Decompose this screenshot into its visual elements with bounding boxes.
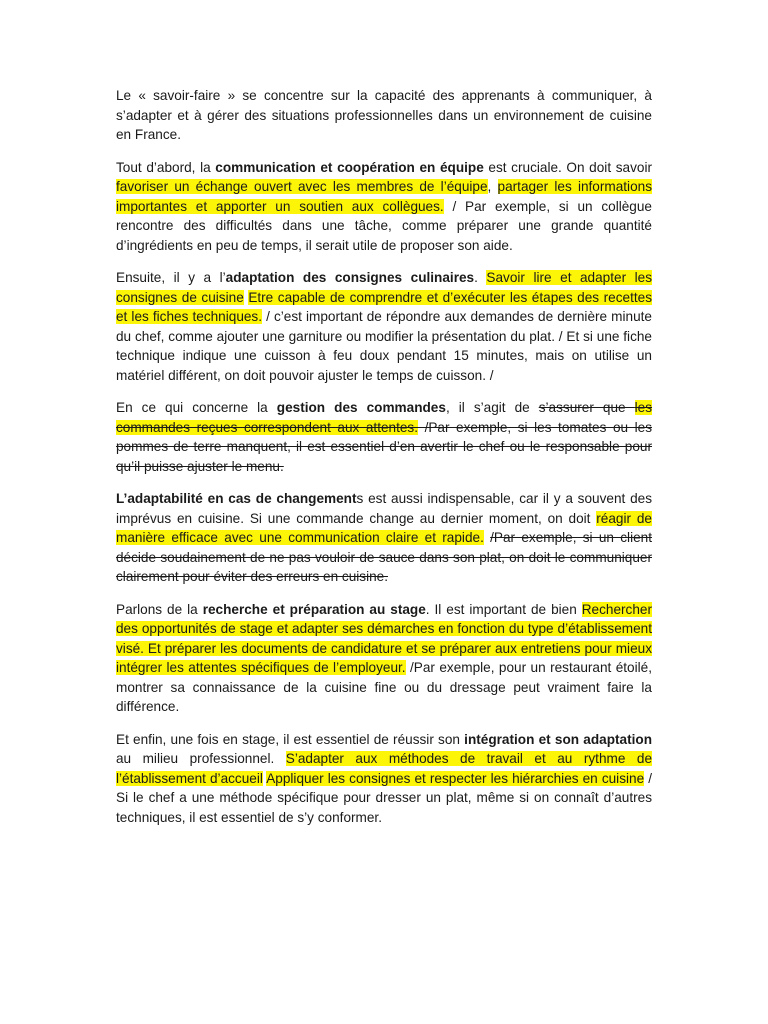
text-segment: Tout d’abord, la [116,159,216,175]
text-segment: Et enfin, une fois en stage, il est essentiel de réussir son [116,731,465,747]
highlighted-text: S’adapter aux méthodes de travail et au rythme de l’établissement d’accueil [116,751,653,786]
text-segment: Ensuite, il y a l’ [116,270,226,285]
bold-term: gestion des commandes [276,400,446,415]
paragraph-intro [116,86,652,145]
struck-text: s’assurer que [538,400,635,415]
text-segment: / Par exemple, si un collègue rencontre des difficultés dans une tâche, comme préparer une grande quantité d’ingrédients en peu de temps, il serait utile de proposer son aide. [116,198,652,253]
text-segment: / c’est important de répondre aux demandes de dernière minute du chef, comme ajouter une garniture ou modifier la présentation du plat. / Et si une fiche technique indique une cuisson à feu doux pendant 15 minutes, mais on utilise un matériel différent, on doit pouvoir ajuster le temps de cuisson. / [116,309,652,383]
highlighted-text: Appliquer les consignes et respecter les hiérarchies en cuisine [266,770,645,786]
paragraph-gestion-commandes [116,398,652,476]
highlighted-text: Rechercher des opportunités de stage et adapter ses démarches en fonction du type d’établissement visé. Et préparer les documents de candidature et se préparer aux entretiens pour mieux intégrer les attentes spécifiques de l’employeur. [116,601,652,675]
highlighted-text: Savoir lire et adapter les consignes de cuisine [116,270,653,305]
paragraph-adaptation-consignes [116,268,652,385]
bold-term: communication et coopération en équipe [215,159,484,175]
struck-text: /Par exemple, si les tomates ou les pommes de terre manquent, il est essentiel d’en avertir le chef ou le responsable pour qu’il puisse ajuster le menu. [116,419,652,474]
highlighted-text: Etre capable de comprendre et d’exécuter les étapes des recettes et les fiches techniques. [116,289,652,324]
text-segment: , [487,179,498,194]
text-segment: / Si le chef a une méthode spécifique pour dresser un plat, même si on connaît d’autres techniques, il est essentiel de s’y conformer. [116,770,652,825]
paragraph-communication [116,158,652,256]
paragraph-integration [116,730,652,828]
text-segment: au milieu professionnel. [116,751,286,766]
bold-term: intégration et son adaptation [464,731,652,747]
text-segment: Le « savoir-faire » se concentre sur la capacité des apprenants à communiquer, à s’adapter et à gérer des situations professionnelles dans un environnement de cuisine en France. [116,88,652,142]
text-segment: /Par exemple, pour un restaurant étoilé, montrer sa connaissance de la cuisine fine ou du dressage peut vraiment faire la différence. [116,660,652,714]
paragraph-adaptabilite [116,489,652,587]
highlighted-text: favoriser un échange ouvert avec les membres de l’équipe [116,179,488,194]
text-segment: est cruciale. On doit savoir [483,159,652,175]
text-segment: . Il est important de bien [425,601,582,617]
bold-term: adaptation des consignes culinaires [225,270,475,285]
document-page [116,86,652,840]
text-segment: , il s’agit de [445,400,539,415]
highlighted-struck-text: les commandes reçues correspondent aux attentes. [116,400,653,435]
bold-term: L’adaptabilité en cas de changement [116,491,357,506]
highlighted-text: réagir de manière efficace avec une communication claire et rapide. [116,510,652,545]
bold-term: recherche et préparation au stage [202,601,426,617]
text-segment: En ce qui concerne la [116,400,277,415]
text-segment: . [474,270,487,285]
highlighted-text: partager les informations importantes et apporter un soutien aux collègues. [116,179,652,214]
text-segment: Parlons de la [116,601,203,617]
paragraph-recherche-stage [116,600,652,717]
struck-text: /Par exemple, si un client décide soudainement de ne pas vouloir de sauce dans son plat, on doit le communiquer clairement pour éviter des erreurs en cuisine. [116,530,652,584]
text-segment: s est aussi indispensable, car il y a souvent des imprévus en cuisine. Si une commande change au dernier moment, on doit [116,491,652,526]
